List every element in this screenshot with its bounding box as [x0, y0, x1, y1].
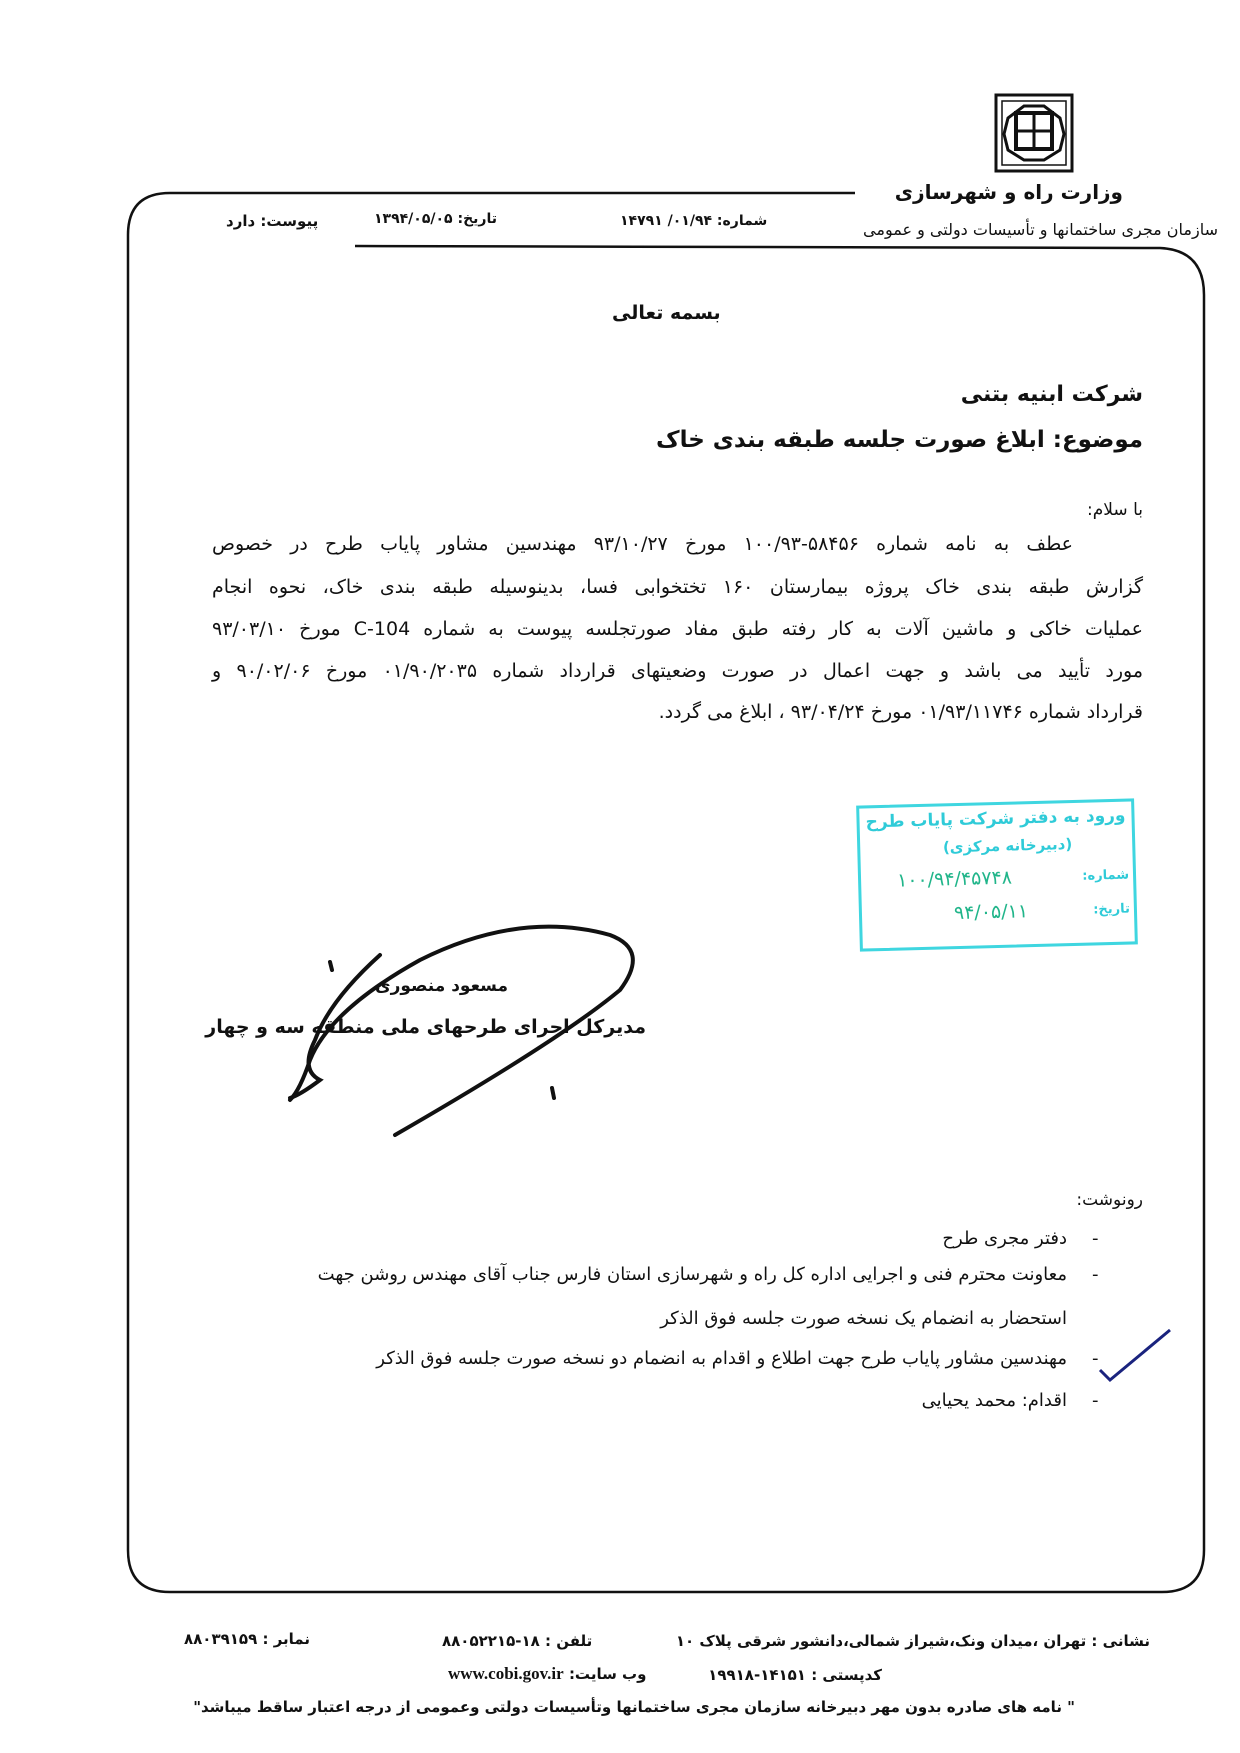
letter-number — [620, 213, 767, 229]
body-line: گزارش طبقه بندی خاک پروژه بیمارستان ۱۶۰ تختخوابی فسا، بدینوسیله طبقه بندی خاک، نحوه انجام — [212, 576, 1143, 598]
ministry-logo — [996, 95, 1072, 171]
greeting: با سلام: — [1087, 500, 1143, 520]
website-link[interactable]: www.cobi.gov.ir — [448, 1664, 564, 1683]
letter-number-value: ۰۱/۹۴/ ۱۴۷۹۱ — [620, 213, 713, 229]
body-line: عملیات خاکی و ماشین آلات به کار رفته طبق مفاد صورتجلسه پیوست به شماره C-104 مورخ ۹۳/۰۳/۱۰ — [212, 618, 1144, 640]
subject: موضوع: ابلاغ صورت جلسه طبقه بندی خاک — [656, 427, 1143, 453]
footer-website — [448, 1664, 646, 1684]
organization-name: سازمان مجری ساختمانها و تأسیسات دولتی و عمومی — [863, 220, 1218, 239]
footer-notice: " نامه های صادره بدون مهر دبیرخانه سازمان مجری ساختمانها وتأسیسات دولتی وعمومی از درجه اعتبار ساقط میباشد" — [193, 1698, 1075, 1716]
body-line: مورد تأیید می باشد و جهت اعمال در صورت وضعیتهای قرارداد شماره ۰۱/۹۰/۲۰۳۵ مورخ ۹۰/۰۲/۰۶ و — [212, 660, 1143, 682]
letter-date-value: ۱۳۹۴/۰۵/۰۵ — [374, 211, 453, 227]
recipient: شرکت ابنیه بتنی — [960, 382, 1143, 407]
cc-dash: - — [1092, 1390, 1099, 1411]
website-label: وب سایت: — [568, 1665, 647, 1683]
stamp-number-label: شماره: — [1082, 867, 1130, 884]
attachment — [226, 212, 318, 230]
ministry-name: وزارت راه و شهرسازی — [894, 180, 1123, 204]
cc-item: دفتر مجری طرح — [942, 1228, 1067, 1249]
stamp-line1: ورود به دفتر شرکت پایاب طرح — [865, 805, 1126, 833]
cc-item: استحضار به انضمام یک نسخه صورت جلسه فوق الذکر — [660, 1308, 1067, 1329]
footer-postal: کدپستی : ۱۴۱۵۱-۱۹۹۱۸ — [708, 1666, 882, 1684]
stamp-line2: (دبیرخانه مرکزی) — [942, 835, 1073, 857]
cc-dash: - — [1092, 1228, 1099, 1249]
body-line: قرارداد شماره ۰۱/۹۳/۱۱۷۴۶ مورخ ۹۳/۰۴/۲۴ ، ابلاغ می گردد. — [658, 701, 1143, 723]
heading: بسمه تعالی — [612, 302, 721, 324]
letter-number-label: شماره: — [716, 213, 768, 229]
footer-phone: تلفن : ۱۸-۸۸۰۵۲۲۱۵ — [442, 1632, 593, 1650]
cc-dash: - — [1092, 1264, 1099, 1285]
footer-address: نشانی : تهران ،میدان ونک،شیراز شمالی،دانشور شرقی پلاک ۱۰ — [675, 1632, 1150, 1650]
attachment-value: دارد — [226, 212, 256, 230]
letter-date — [374, 211, 497, 227]
received-stamp — [856, 798, 1138, 951]
letter-date-label: تاریخ: — [457, 211, 497, 227]
body-line: عطف به نامه شماره ۵۸۴۵۶-۱۰۰/۹۳ مورخ ۹۳/۱۰/۲۷ مهندسین مشاور پایاب طرح در خصوص — [212, 533, 1073, 555]
stamp-date-value: ۹۴/۰۵/۱۱ — [953, 900, 1029, 925]
checkmark-icon — [1100, 1330, 1170, 1380]
cc-item: اقدام: محمد یحیایی — [921, 1390, 1067, 1411]
stamp-number-value: ۱۰۰/۹۴/۴۵۷۴۸ — [896, 866, 1013, 892]
footer-fax: نمابر : ۸۸۰۳۹۱۵۹ — [184, 1630, 310, 1648]
cc-dash: - — [1092, 1348, 1099, 1369]
cc-item: مهندسین مشاور پایاب طرح جهت اطلاع و اقدام به انضمام دو نسخه صورت جلسه فوق الذکر — [376, 1348, 1067, 1369]
cc-item: معاونت محترم فنی و اجرایی اداره کل راه و شهرسازی استان فارس جناب آقای مهندس روشن جهت — [317, 1264, 1067, 1285]
cc-label: رونوشت: — [1076, 1190, 1143, 1210]
attachment-label: پیوست: — [260, 212, 319, 230]
signatory-title: مدیرکل اجرای طرحهای ملی منطقه سه و چهار — [205, 1016, 646, 1038]
stamp-date-label: تاریخ: — [1093, 901, 1131, 918]
signatory-name: مسعود منصوری — [375, 976, 508, 996]
